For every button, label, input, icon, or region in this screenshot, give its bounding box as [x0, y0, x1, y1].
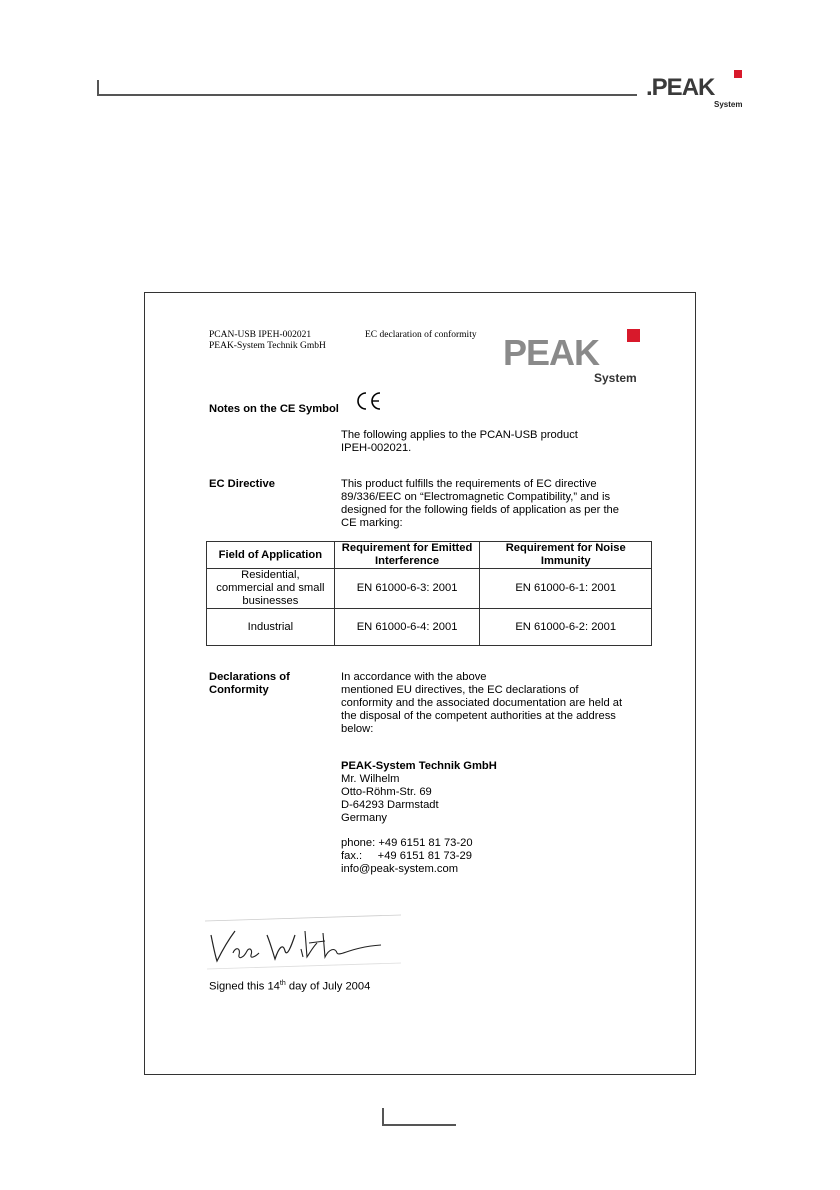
ce-mark-text: CE [355, 391, 357, 392]
table-row [207, 609, 652, 646]
address-company: PEAK-System Technik GmbH [341, 760, 497, 772]
address-line: Mr. Wilhelm [341, 773, 400, 785]
ce-mark-icon [355, 391, 383, 411]
peak-system-logo [646, 68, 746, 112]
table-cell: EN 61000-6-1: 2001 [480, 569, 652, 609]
table-cell: EN 61000-6-2: 2001 [480, 609, 652, 646]
declarations-line: the disposal of the competent authorities at the address [341, 710, 616, 722]
directive-heading: EC Directive [209, 478, 275, 490]
signature-image [201, 913, 411, 973]
address-line: Germany [341, 812, 388, 824]
doc-title: EC declaration of conformity [365, 330, 477, 340]
doc-company: PEAK-System Technik GmbH [209, 341, 326, 351]
address-phone: phone: +49 6151 81 73-20 [341, 837, 473, 849]
ce-text-line-2: IPEH-002021. [341, 442, 412, 454]
address-line: Otto-Röhm-Str. 69 [341, 786, 432, 798]
declarations-line: conformity and the associated documentation are held at [341, 697, 623, 709]
address-email: info@peak-system.com [341, 863, 459, 875]
signed-date: Signed this 14th day of July 2004 [209, 980, 371, 993]
declarations-line: below: [341, 723, 374, 735]
header-rule [97, 80, 637, 96]
table-cell: EN 61000-6-3: 2001 [334, 569, 480, 609]
table-cell: EN 61000-6-4: 2001 [334, 609, 480, 646]
page-number-box [382, 1108, 456, 1126]
address-line: D-64293 Darmstadt [341, 799, 439, 811]
ce-heading: Notes on the CE Symbol [209, 403, 339, 415]
declarations-heading-1: Declarations of [209, 671, 290, 683]
table-row [207, 569, 652, 609]
table-header: Field of Application [207, 542, 335, 569]
doc-logo-red-square [627, 329, 640, 342]
directive-line: CE marking: [341, 517, 403, 529]
table-cell: Residential, commercial and small businesses [207, 569, 335, 609]
logo-red-square [734, 70, 742, 78]
table-cell: Industrial [207, 609, 335, 646]
ec-declaration-document [144, 292, 696, 1075]
address-fax: fax.: +49 6151 81 73-29 [341, 850, 472, 862]
directive-line: designed for the following fields of application as per the [341, 504, 619, 516]
table-header: Requirement for Emitted Interference [334, 542, 480, 569]
table-header-row [207, 542, 652, 569]
table-header: Requirement for Noise Immunity [480, 542, 652, 569]
directive-line: This product fulfills the requirements of EC directive [341, 478, 597, 490]
doc-logo-text: PEAK [503, 332, 600, 373]
fields-of-application-table [206, 541, 652, 646]
doc-logo-subtext: System [594, 371, 637, 385]
logo-subtext: System [714, 100, 743, 109]
logo-text: .PEAK [646, 74, 715, 101]
ce-text-line-1: The following applies to the PCAN-USB product [341, 429, 578, 441]
declarations-heading-2: Conformity [209, 684, 269, 696]
doc-peak-logo [503, 329, 643, 387]
directive-line: 89/336/EEC on “Electromagnetic Compatibility,” and is [341, 491, 611, 503]
doc-product-id: PCAN-USB IPEH-002021 [209, 330, 312, 340]
declarations-line: mentioned EU directives, the EC declarations of [341, 684, 579, 696]
declarations-line: In accordance with the above [341, 671, 487, 683]
